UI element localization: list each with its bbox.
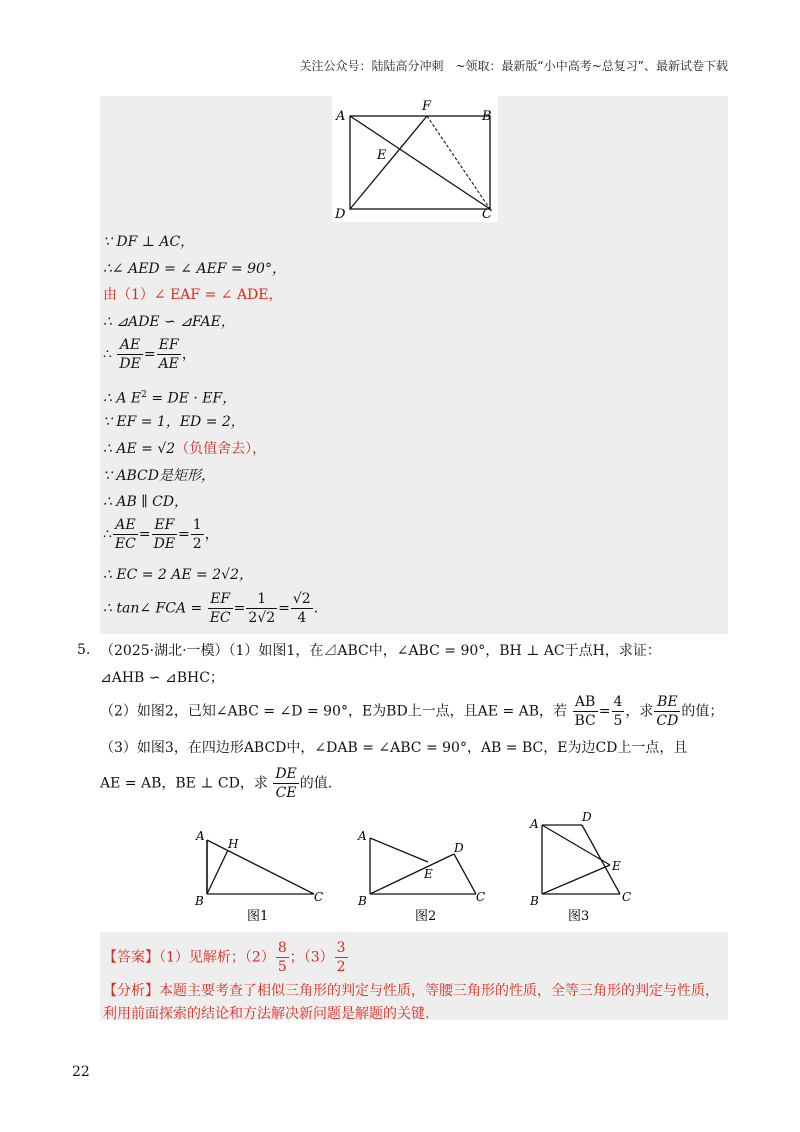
solution-line-2: ∴∠ AED = ∠ AEF = 90°， — [103, 261, 286, 277]
svg-text:D: D — [454, 841, 464, 855]
solution-line-8: ∴ AE = √2（负值舍去）， — [103, 441, 267, 457]
figure-2-caption: 图2 — [415, 909, 437, 924]
svg-text:B: B — [195, 894, 204, 908]
svg-text:A: A — [196, 829, 205, 843]
solution-line-7: ∵ EF = 1，ED = 2， — [103, 414, 245, 430]
figure-2 — [357, 829, 485, 924]
svg-text:C: C — [314, 890, 324, 904]
answer-line: 【答案】（1）见解析；（2） $\frac{8}{5}$ ；（3） $\frac{3}{2}$ — [103, 940, 346, 975]
page-header: 关注公众号：陆陆高分冲刺 ~领取：最新版“小中高考~总复习”、最新试卷下载 — [299, 59, 728, 73]
svg-text:D: D — [582, 812, 592, 824]
solution-line-4: ∴ ⊿ADE ∽ ⊿FAE， — [103, 314, 235, 330]
point-label-f: F — [422, 99, 432, 114]
solution-line-12: ∴ EC = 2 AE = 2√2， — [103, 567, 253, 583]
solution-line-6: ∴ A $E^2$ = DE · EF， — [103, 390, 237, 407]
point-label-c: C — [482, 207, 492, 222]
point-label-b: B — [482, 109, 492, 124]
svg-text:E: E — [424, 867, 433, 881]
figure-1-caption: 图1 — [247, 909, 269, 924]
point-label-a: A — [336, 109, 346, 124]
svg-text:B: B — [530, 894, 539, 908]
point-label-d: D — [335, 207, 346, 222]
svg-text:C: C — [476, 890, 486, 904]
svg-text:E: E — [612, 859, 621, 873]
point-label-e: E — [377, 148, 387, 163]
svg-text:H: H — [228, 837, 239, 851]
question-line-2: ⊿AHB ∽ ⊿BHC； — [100, 670, 224, 686]
figure-1 — [194, 829, 323, 924]
solution-line-11: ∴ $\frac{AE}{EC}$ = $\frac{EF}{DE}$ = $\frac{1}{2}$ ， — [103, 517, 219, 552]
question-figures — [190, 812, 650, 927]
figure-3-caption: 图3 — [568, 909, 590, 924]
question-line-5: AE = AB，BE ⊥ CD，求 $\frac{DE}{CE}$ 的值. — [100, 766, 333, 801]
figure-3 — [529, 812, 631, 924]
question-line-4: （3）如图3，在四边形ABCD中，∠DAB = ∠ABC = 90°，AB = BC，E为边CD上一点，且 — [100, 740, 688, 756]
question-number: 5. — [77, 642, 91, 658]
page-number: 22 — [72, 1064, 90, 1080]
rectangle-figure — [332, 96, 498, 222]
solution-line-13: ∴ tan∠ FCA = $\frac{EF}{EC}$ = $\frac{1}{2√2}$ = $\frac{√2}{4}$ . — [103, 591, 319, 626]
analysis-line-1: 【分析】本题主要考查了相似三角形的判定与性质，等腰三角形的性质，全等三角形的判定与性质， — [103, 983, 719, 999]
analysis-line-2: 利用前面探索的结论和方法解决新问题是解题的关键. — [103, 1006, 430, 1022]
svg-text:C: C — [622, 890, 632, 904]
svg-text:A: A — [530, 817, 539, 831]
solution-line-5: ∴ $\frac{AE}{DE}$ = $\frac{EF}{AE}$ ， — [103, 337, 196, 372]
question-line-3: （2）如图2，已知∠ABC = ∠D = 90°，E为BD上一点，且AE = AB，若 $\frac{AB}{BC}$ = $\frac{4}{5}$ ，求 $\frac{BE}{CD}$ 的值； — [100, 694, 724, 729]
solution-line-3: 由（1）∠ EAF = ∠ ADE， — [103, 287, 283, 303]
solution-line-9: ∵ ABCD是矩形， — [103, 468, 215, 484]
solution-line-1: ∵ DF ⊥ AC， — [103, 234, 195, 250]
svg-text:A: A — [358, 829, 367, 843]
solution-line-10: ∴ AB ∥ CD， — [103, 494, 189, 510]
svg-text:B: B — [358, 894, 367, 908]
question-line-1: （2025·湖北·一模）（1）如图1，在⊿ABC中，∠ABC = 90°，BH ⊥ AC于点H，求证： — [100, 643, 661, 659]
